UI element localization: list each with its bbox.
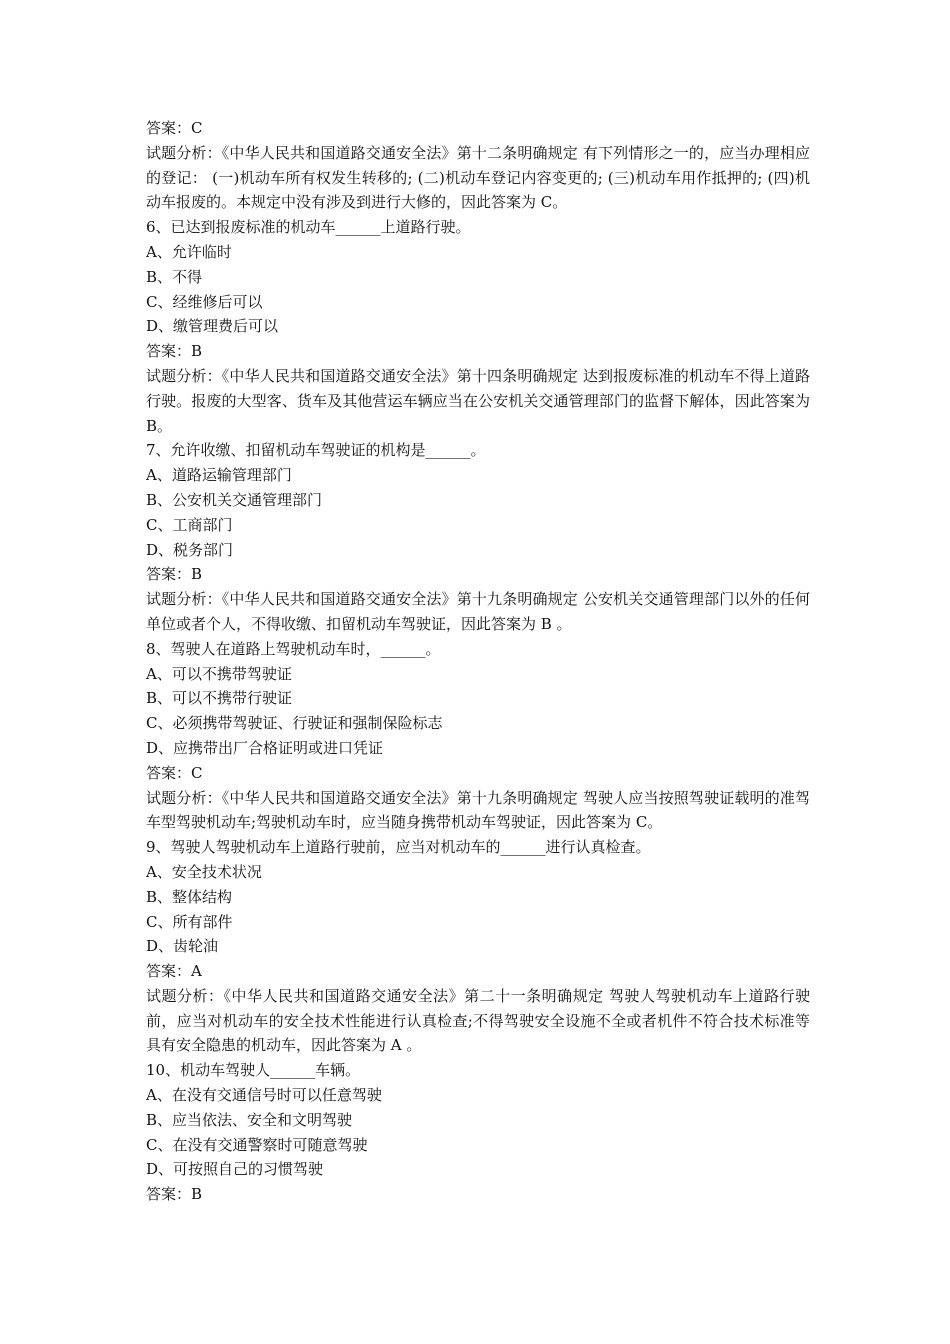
analysis-paragraph: 试题分析：《中华人民共和国道路交通安全法》第十九条明确规定 公安机关交通管理部门以外的任何单位或者个人，不得收缴、扣留机动车驾驶证，因此答案为 B 。: [146, 590, 810, 633]
option-item: B、可以不携带行驶证: [146, 689, 293, 708]
option-item: D、税务部门: [146, 540, 234, 559]
option-item: C、必须携带驾驶证、行驶证和强制保险标志: [146, 714, 443, 733]
question-text: 9、驾驶人驾驶机动车上道路行驶前，应当对机动车的______进行认真检查。: [146, 838, 651, 857]
question-text: 6、已达到报废标准的机动车______上道路行驶。: [146, 218, 471, 237]
analysis-paragraph: 试题分析：《中华人民共和国道路交通安全法》第十四条明确规定 达到报废标准的机动车不得上道路行驶。报废的大型客、货车及其他营运车辆应当在公安机关交通管理部门的监督下解体，因此答案为 B。: [146, 366, 810, 435]
option-item: A、安全技术状况: [146, 862, 262, 881]
question-text: 10、机动车驾驶人______车辆。: [146, 1061, 361, 1080]
option-item: A、道路运输管理部门: [146, 466, 292, 485]
option-item: B、整体结构: [146, 887, 233, 906]
answer-line: 答案：C: [146, 763, 203, 782]
option-item: D、齿轮油: [146, 937, 219, 956]
answer-line: 答案：B: [146, 565, 203, 584]
analysis-paragraph: 试题分析：《中华人民共和国道路交通安全法》第十二条明确规定 有下列情形之一的，应当办理相应的登记： (一)机动车所有权发生转移的; (二)机动车登记内容变更的; (三)机动车用作抵押的; (四)机动车报废的。本规定中没有涉及到进行大修的，因此答案为 C。: [146, 143, 810, 212]
option-item: A、允许临时: [146, 242, 232, 261]
analysis-paragraph: 试题分析：《中华人民共和国道路交通安全法》第二十一条明确规定 驾驶人驾驶机动车上道路行驶前，应当对机动车的安全技术性能进行认真检查;不得驾驶安全设施不全或者机件不符合技术标准等具有安全隐患的机动车，因此答案为 A 。: [146, 986, 810, 1055]
analysis-paragraph: 试题分析：《中华人民共和国道路交通安全法》第十九条明确规定 驾驶人应当按照驾驶证载明的准驾车型驾驶机动车;驾驶机动车时，应当随身携带机动车驾驶证，因此答案为 C。: [146, 788, 810, 832]
option-item: B、公安机关交通管理部门: [146, 490, 323, 509]
answer-line: 答案：B: [146, 342, 203, 361]
option-item: B、不得: [146, 267, 203, 286]
option-item: A、可以不携带驾驶证: [146, 664, 292, 683]
option-item: C、在没有交通警察时可随意驾驶: [146, 1135, 368, 1154]
option-item: B、应当依法、安全和文明驾驶: [146, 1110, 353, 1129]
answer-line: 答案：B: [146, 1185, 203, 1204]
option-item: D、可按照自己的习惯驾驶: [146, 1160, 324, 1179]
document-page: [146, 116, 810, 1207]
answer-line: 答案：A: [146, 962, 202, 981]
option-item: A、在没有交通信号时可以任意驾驶: [146, 1086, 382, 1105]
answer-line: 答案：C: [146, 119, 203, 137]
option-item: D、缴管理费后可以: [146, 317, 279, 336]
question-text: 7、允许收缴、扣留机动车驾驶证的机构是______。: [146, 441, 486, 460]
question-text: 8、驾驶人在道路上驾驶机动车时，______。: [146, 639, 441, 658]
option-item: C、工商部门: [146, 515, 233, 534]
option-item: C、经维修后可以: [146, 292, 263, 311]
option-item: C、所有部件: [146, 912, 233, 931]
option-item: D、应携带出厂合格证明或进口凭证: [146, 738, 384, 757]
